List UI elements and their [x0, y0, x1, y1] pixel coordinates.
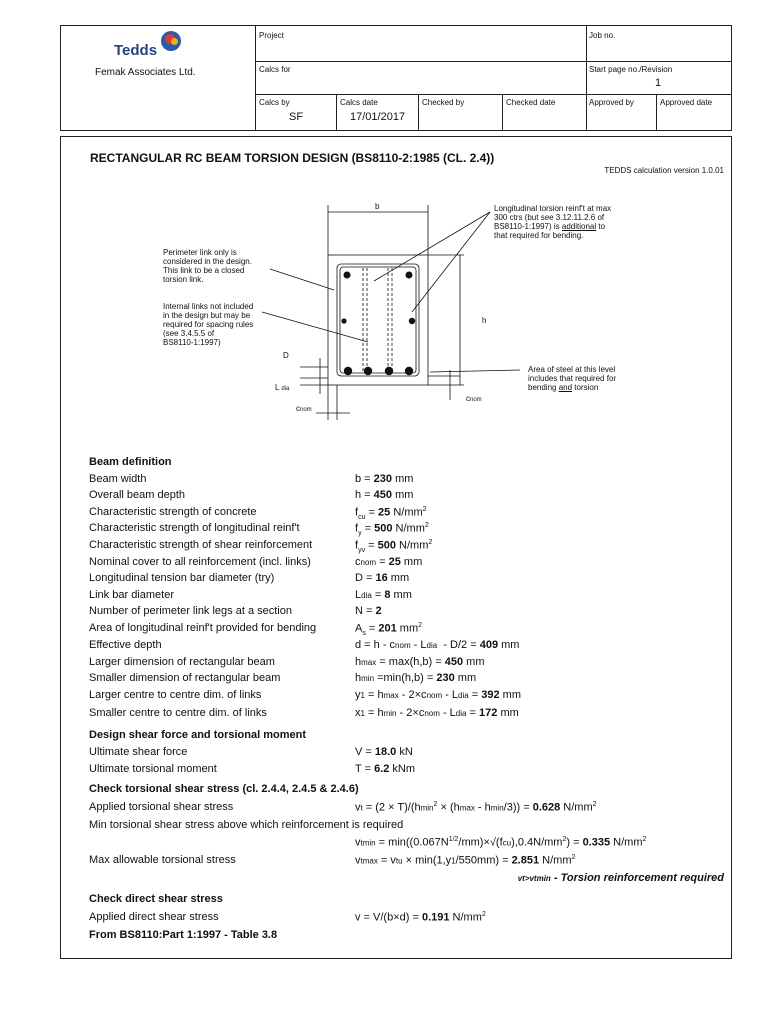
row-label: Area of longitudinal reinf't provided for bending	[89, 622, 317, 634]
min-torsion-label: Min torsional shear stress above which reinforcement is required	[89, 819, 404, 831]
torsional-moment-label: Ultimate torsional moment	[89, 763, 217, 775]
approved-by-label: Approved by	[589, 98, 634, 107]
min-torsion-value: $vtmin = \min((0.067N^{1/2}/mm)\times√(fcu),0.4N/mm^2) = 0.335$ $N/mm^2$	[355, 836, 647, 849]
row-value: h = 450 mm	[355, 489, 414, 501]
row-value: hmin =min(h,b) = 230 mm	[355, 672, 477, 684]
row-value: D = 16 mm	[355, 572, 410, 584]
company-name: Femak Associates Ltd.	[95, 67, 196, 78]
calcs-by-value: SF	[289, 111, 304, 123]
calcs-date-value: 17/01/2017	[350, 111, 406, 123]
row-value: y1 = hmax - 2×cnom - Ldia = 392 mm	[355, 689, 522, 701]
direct-shear-value: v = V/(b×d) = 0.191 $N/mm^2$	[355, 911, 486, 924]
row-label: Larger dimension of rectangular beam	[89, 656, 275, 668]
shear-force-heading: Design shear force and torsional moment	[89, 729, 306, 741]
torsion-result: vt>vtmin - Torsion reinforcement required	[517, 872, 724, 884]
dim-label-cnom-right: cnom	[466, 394, 482, 403]
applied-torsion-value: vt = (2 × T)/(hmin$^2$ × (hmax - hmin/3)) = 0.628 $N/mm^2$	[355, 801, 597, 814]
row-label: Larger centre to centre dim. of links	[89, 689, 262, 701]
row-label: Longitudinal tension bar diameter (try)	[89, 572, 275, 584]
logo-text: Tedds	[114, 42, 158, 59]
row-value: b = 230 mm	[355, 473, 414, 485]
row-label: Effective depth	[89, 639, 162, 651]
note-internal-links: Internal links not included in the design but may be required for spacing rules (see 3.4.5.5 of BS8110-1:1997)	[163, 302, 254, 347]
row-value: Ldia = 8 mm	[355, 589, 412, 601]
row-value: d = h - cnom - Ldia - D/2 = 409 mm	[355, 639, 520, 651]
shear-force-value: V = 18.0 kN	[355, 746, 413, 758]
direct-shear-heading: Check direct shear stress	[89, 893, 223, 905]
table-reference: From BS8110:Part 1:1997 - Table 3.8	[89, 929, 278, 941]
row-value: x1 = hmin - 2×cnom - Ldia = 172 mm	[355, 707, 519, 719]
row-label: Link bar diameter	[89, 589, 174, 601]
row-value: $A_s = 201$ $mm^2$	[355, 622, 423, 637]
beam-section-diagram	[0, 0, 768, 440]
dim-label-cnom-left: cnom	[296, 404, 312, 413]
row-value: $f_{cu} = 25$ $N/mm^2$	[355, 506, 427, 521]
version-text: TEDDS calculation version 1.0.01	[604, 166, 724, 175]
row-label: Characteristic strength of longitudinal reinf't	[89, 522, 300, 534]
row-value: $f_y = 500$ $N/mm^2$	[355, 522, 429, 537]
max-torsion-value: vtmax = vtu × min(1,y1/550mm) = 2.851 $N/mm^2$	[355, 854, 576, 867]
page-title: RECTANGULAR RC BEAM TORSION DESIGN (BS8110-2:1985 (CL. 2.4))	[90, 151, 495, 165]
note-area-steel: Area of steel at this level includes that required for bending and torsion	[528, 365, 617, 392]
project-label: Project	[259, 31, 284, 40]
checked-date-label: Checked date	[506, 98, 556, 107]
row-label: Characteristic strength of shear reinforcement	[89, 539, 313, 551]
calcs-for-label: Calcs for	[259, 65, 291, 74]
row-value: hmax = max(h,b) = 450 mm	[355, 656, 485, 668]
row-label: Smaller dimension of rectangular beam	[89, 672, 281, 684]
checked-by-label: Checked by	[422, 98, 465, 107]
dim-label-d: D	[283, 351, 289, 360]
calcs-date-label: Calcs date	[340, 98, 378, 107]
approved-date-label: Approved date	[660, 98, 713, 107]
row-label: Characteristic strength of concrete	[89, 506, 257, 518]
row-label: Number of perimeter link legs at a section	[89, 605, 292, 617]
beam-definition-heading: Beam definition	[89, 456, 172, 468]
row-label: Nominal cover to all reinforcement (incl. links)	[89, 556, 311, 568]
shear-force-label: Ultimate shear force	[89, 746, 188, 758]
dim-label-l: L dia	[275, 383, 290, 392]
calcs-by-label: Calcs by	[259, 98, 290, 107]
row-label: Overall beam depth	[89, 489, 185, 501]
row-value: $f_{yv} = 500$ $N/mm^2$	[355, 539, 433, 554]
dim-label-b: b	[375, 202, 380, 211]
row-value: cnom = 25 mm	[355, 556, 423, 568]
note-perimeter-link: Perimeter link only is considered in the design. This link to be a closed torsion link.	[163, 248, 252, 284]
job-no-label: Job no.	[589, 31, 616, 40]
max-torsion-label: Max allowable torsional stress	[89, 854, 236, 866]
start-page-value: 1	[655, 77, 662, 89]
start-page-label: Start page no./Revision	[589, 65, 673, 74]
torsion-check-heading: Check torsional shear stress (cl. 2.4.4, 2.4.5 & 2.4.6)	[89, 783, 359, 795]
dim-label-h: h	[482, 316, 487, 325]
applied-torsion-label: Applied torsional shear stress	[89, 801, 234, 813]
direct-shear-label: Applied direct shear stress	[89, 911, 219, 923]
row-value: N = 2	[355, 605, 382, 617]
note-longitudinal: Longitudinal torsion reinf't at max 300 ctrs (but see 3.12.11.2.6 of BS8110-1:1997) is additional to that required for bending.	[494, 204, 612, 240]
row-label: Smaller centre to centre dim. of links	[89, 707, 267, 719]
torsional-moment-value: T = 6.2 kNm	[355, 763, 416, 775]
row-label: Beam width	[89, 473, 147, 485]
